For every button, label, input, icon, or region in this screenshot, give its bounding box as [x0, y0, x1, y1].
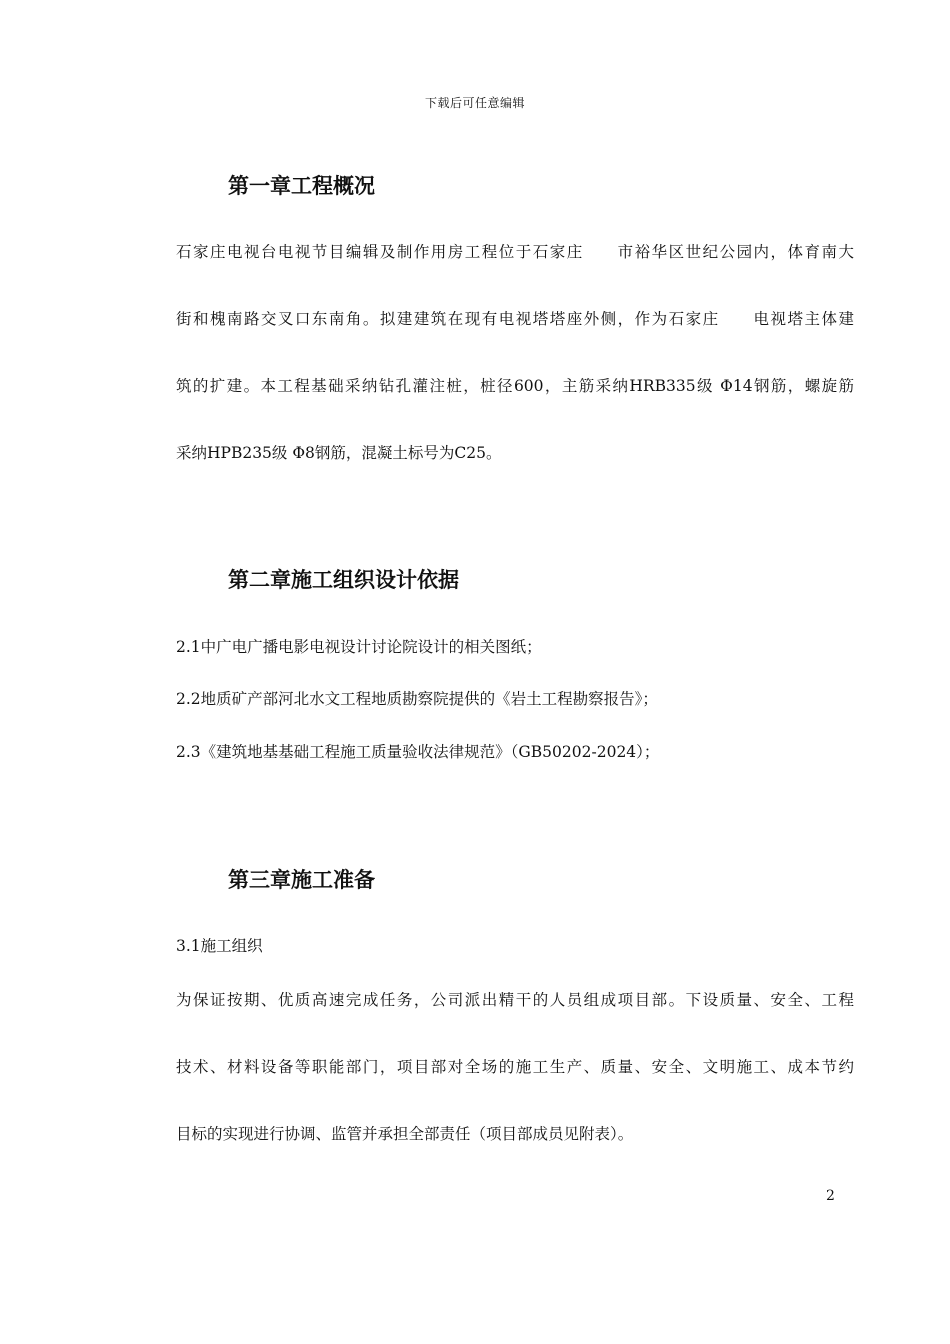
- page-number: 2: [826, 1188, 835, 1204]
- chapter-1-line-2: 街和槐南路交叉口东南角。拟建建筑在现有电视塔塔座外侧，作为石家庄 电视塔主体建: [176, 310, 854, 328]
- chapter-3-subtitle: 3.1施工组织: [176, 937, 263, 955]
- chapter-3-line-2: 技术、材料设备等职能部门，项目部对全场的施工生产、质量、安全、文明施工、成本节约: [176, 1058, 854, 1076]
- chapter-1-line-1: 石家庄电视台电视节目编辑及制作用房工程位于石家庄 市裕华区世纪公园内，体育南大: [176, 243, 854, 261]
- chapter-3-line-3: 目标的实现进行协调、监管并承担全部责任（项目部成员见附表）。: [176, 1125, 634, 1143]
- chapter-1-line-4: 采纳HPB235级 Φ8钢筋，混凝土标号为C25。: [176, 444, 502, 462]
- chapter-1-title: 第一章工程概况: [228, 174, 375, 198]
- chapter-3-line-1: 为保证按期、优质高速完成任务，公司派出精干的人员组成项目部。下设质量、安全、工程: [176, 991, 854, 1009]
- chapter-2-item-3: 2.3《建筑地基基础工程施工质量验收法律规范》（GB50202-2024）；: [176, 743, 660, 761]
- chapter-2-title: 第二章施工组织设计依据: [228, 568, 459, 592]
- chapter-3-title: 第三章施工准备: [228, 868, 375, 892]
- chapter-1-line-3: 筑的扩建。本工程基础采纳钻孔灌注桩，桩径600，主筋采纳HRB335级 Φ14钢筋，螺旋筋: [176, 377, 854, 395]
- page-header: 下载后可任意编辑: [424, 96, 525, 110]
- chapter-2-item-1: 2.1中广电广播电影电视设计讨论院设计的相关图纸；: [176, 638, 542, 656]
- chapter-2-item-2: 2.2地质矿产部河北水文工程地质勘察院提供的《岩土工程勘察报告》；: [176, 690, 658, 708]
